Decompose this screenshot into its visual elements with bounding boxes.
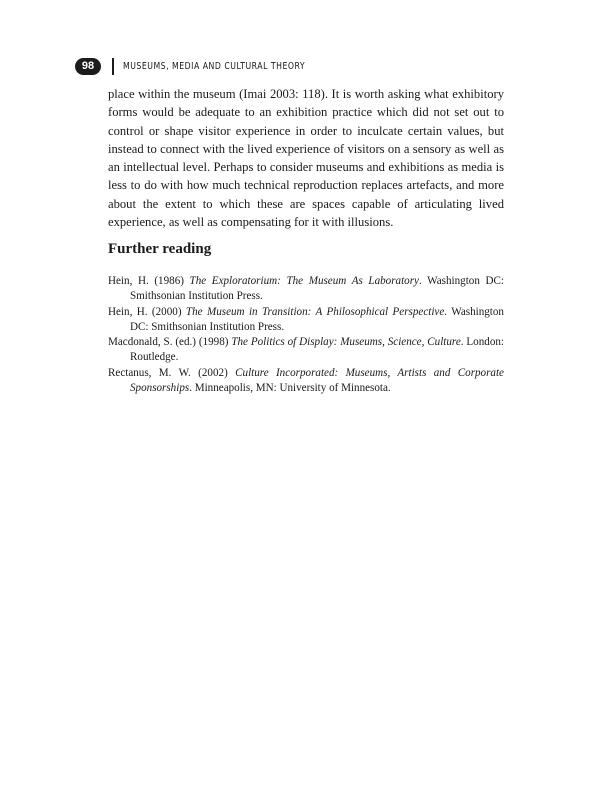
reference-publisher: . Washington DC: Smithsonian Institution Press.: [130, 305, 504, 333]
reference-item: [108, 366, 504, 397]
reference-title: The Exploratorium: The Museum As Laboratory: [189, 275, 419, 287]
reference-item: [108, 335, 504, 366]
reference-publisher: . Washington DC: Smithsonian Institution Press.: [130, 275, 504, 303]
header-divider: [112, 58, 114, 75]
reference-list: [108, 274, 504, 396]
reference-publisher: . Minneapolis, MN: University of Minnesota.: [189, 382, 391, 395]
reference-title: Culture Incorporated: Museums, Artists and Corporate Sponsorships: [130, 366, 504, 395]
reference-item: [108, 274, 504, 305]
further-reading-heading: Further reading: [108, 241, 212, 257]
reference-title: The Politics of Display: Museums, Science, Culture: [231, 336, 461, 349]
reference-title: The Museum in Transition: A Philosophical Perspective: [185, 305, 445, 318]
body-paragraph: place within the museum (Imai 2003: 118). It is worth asking what exhibitory forms would be adequate to an exhibition practice which did not set out to control or shape visitor experience in order to inculcate certain values, but instead to connect with the lived experience of visitors on a sensory as well as an intellectual level. Perhaps to consider museums and exhibitions as media is less to do with how much technical reproduction replaces artefacts, and more about the extent to which these are spaces capable of articulating lived experience, as well as compensating for it with illusions.: [108, 87, 504, 230]
reference-authors: Macdonald, S. (ed.) (1998): [108, 336, 232, 349]
reference-publisher: . London: Routledge.: [130, 336, 504, 364]
reference-item: [108, 305, 504, 336]
page-header: [75, 56, 345, 76]
page-number-badge: 98: [75, 58, 101, 75]
reference-authors: Hein, H. (1986): [108, 275, 190, 287]
running-title: MUSEUMS, MEDIA AND CULTURAL THEORY: [123, 60, 306, 72]
reference-authors: Rectanus, M. W. (2002): [108, 366, 236, 379]
reference-authors: Hein, H. (2000): [108, 305, 186, 318]
